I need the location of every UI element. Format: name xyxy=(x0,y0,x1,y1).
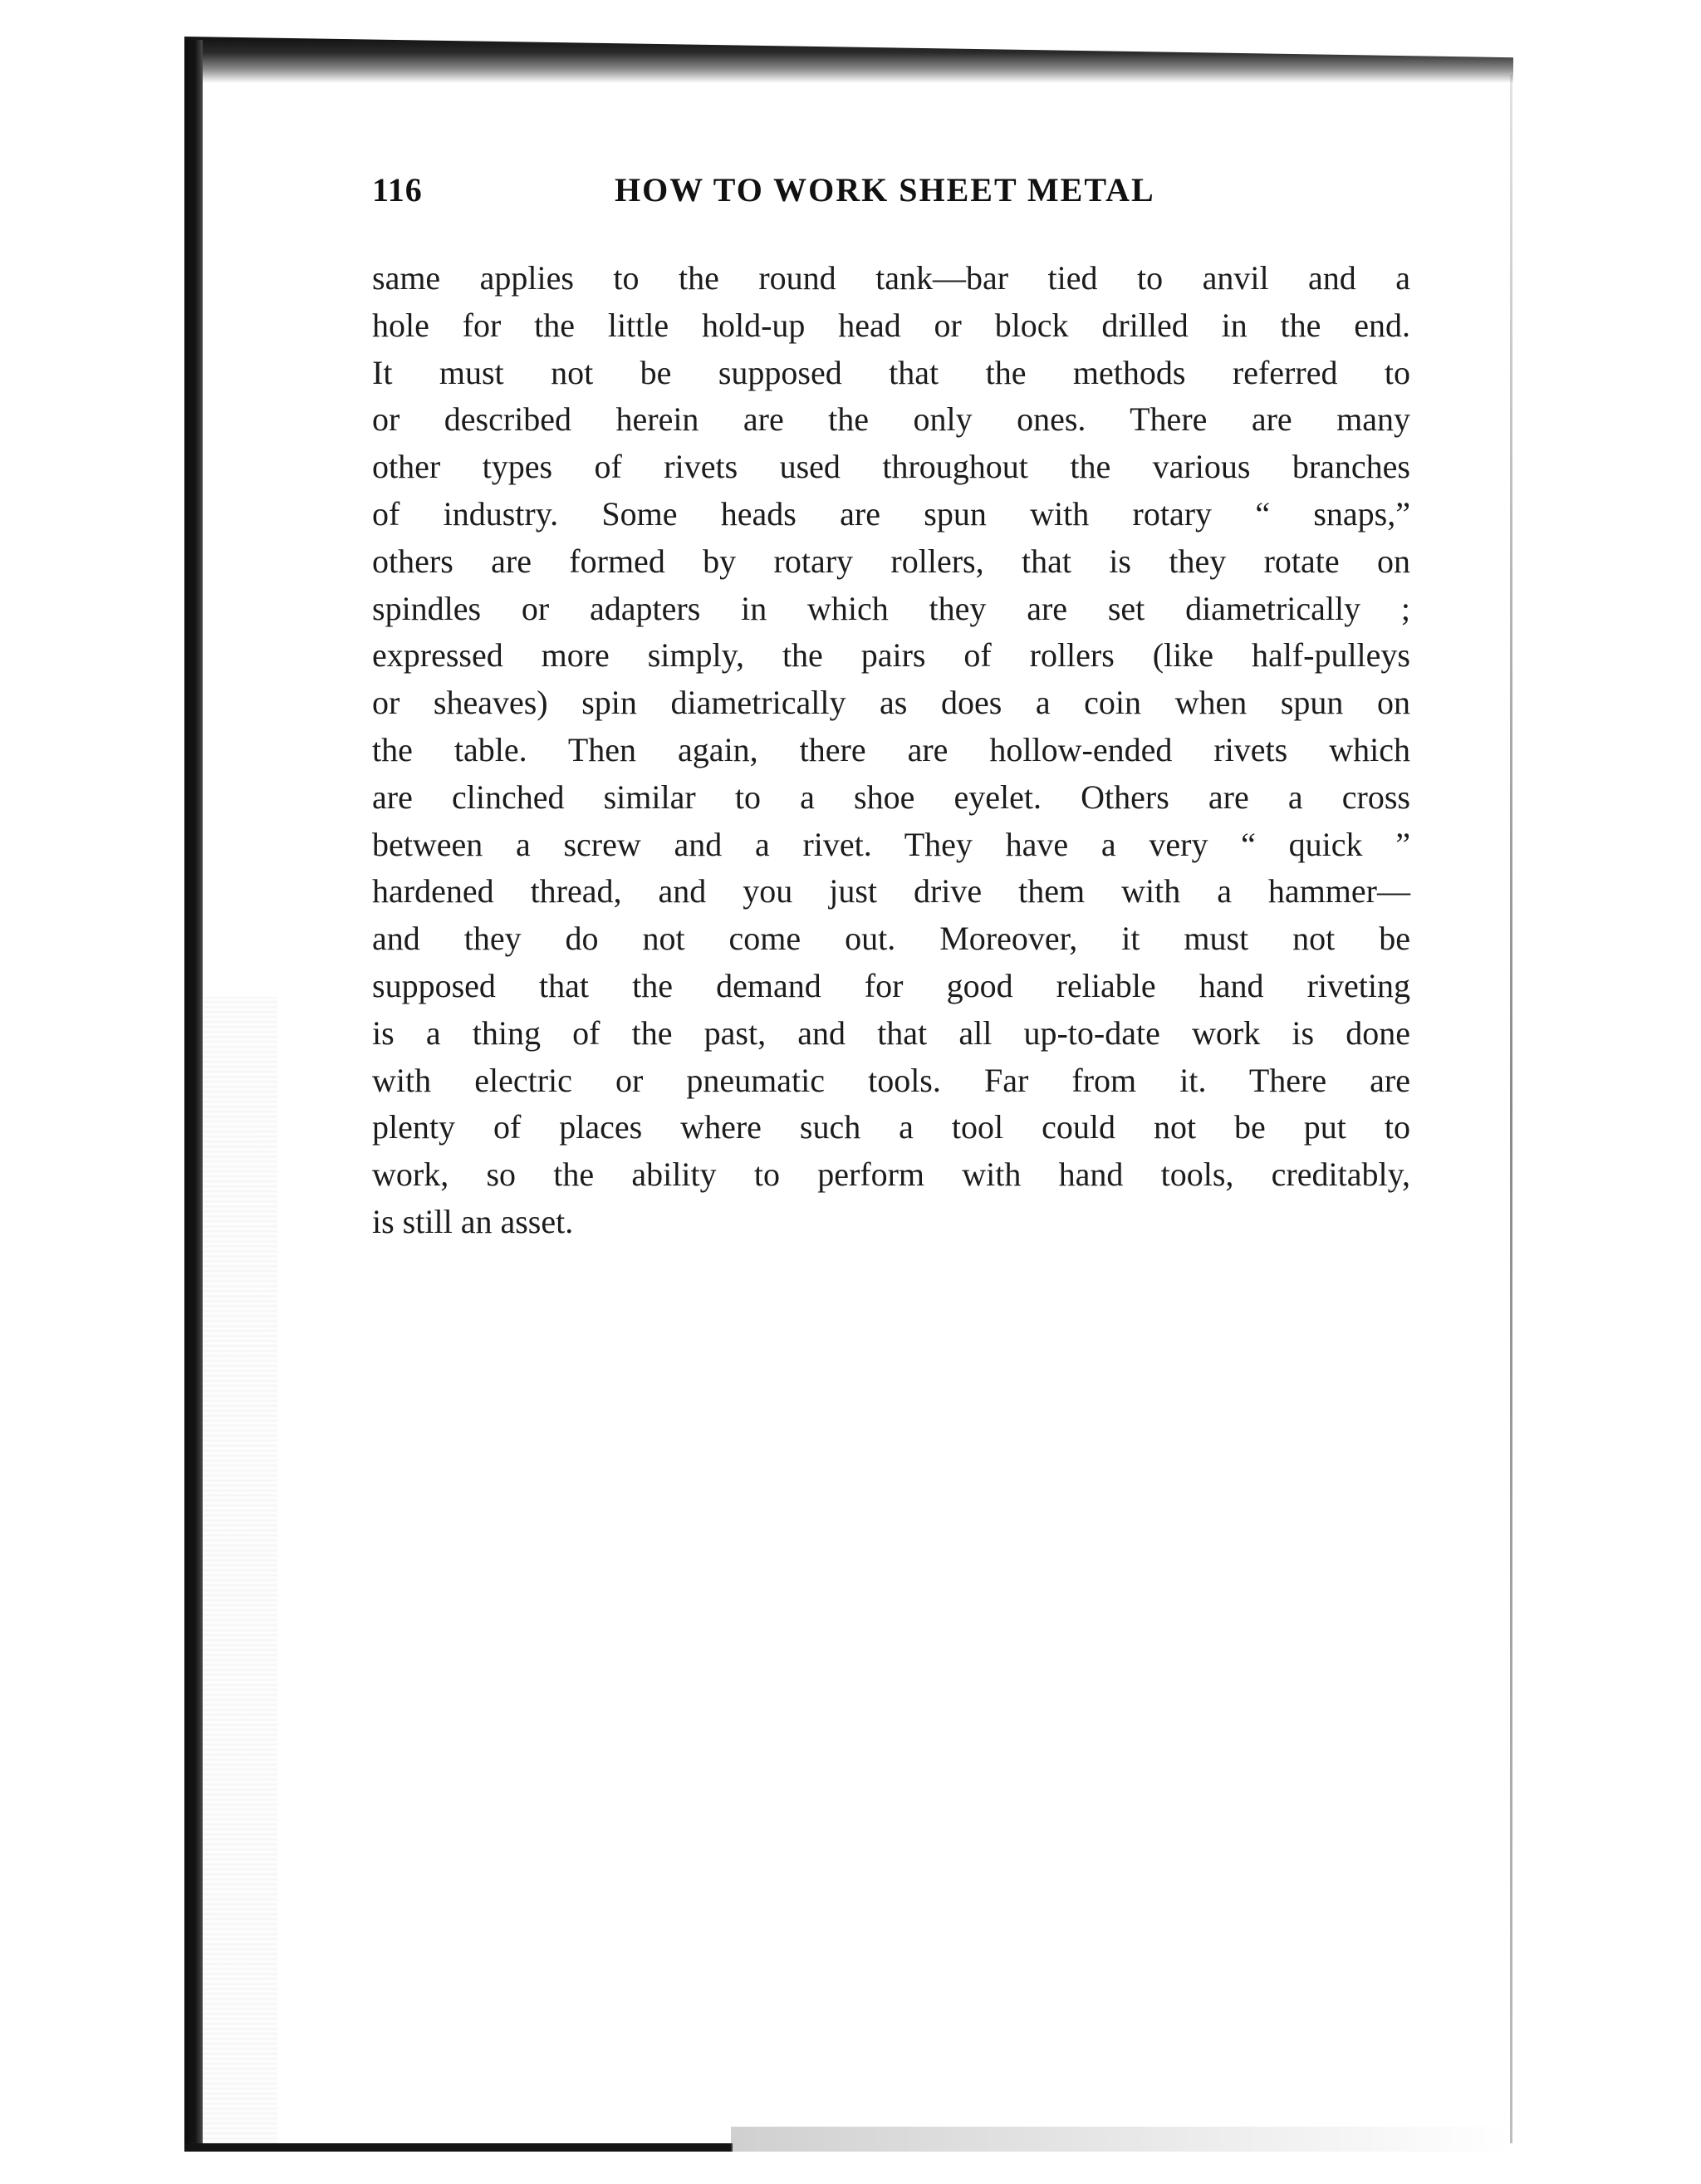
text-line: others are formed by rotary rollers, that is they rotate on xyxy=(372,542,1410,580)
text-line: of industry. Some heads are spun with rotary “ snaps,” xyxy=(372,494,1410,533)
text-line: is a thing of the past, and that all up-to-date work is done xyxy=(372,1013,1410,1052)
text-line: work, so the ability to perform with hand tools, creditably, xyxy=(372,1156,1410,1194)
text-line: with electric or pneumatic tools. Far from it. There are xyxy=(372,1061,1410,1099)
text-line: between a screw and a rivet. They have a very “ quick ” xyxy=(372,825,1410,863)
text-line: the table. Then again, there are hollow-ended rivets which xyxy=(372,730,1410,768)
text-line: supposed that the demand for good reliable hand riveting xyxy=(372,966,1410,1004)
scan-border-left xyxy=(184,40,203,2150)
scan-noise-bottom xyxy=(731,2127,1512,2152)
text-line: other types of rivets used throughout the various branches xyxy=(372,448,1410,486)
text-line: same applies to the round tank—bar tied to anvil and a xyxy=(372,259,1410,297)
running-title: HOW TO WORK SHEET METAL xyxy=(615,171,1155,209)
text-line: It must not be supposed that the methods referred to xyxy=(372,353,1410,391)
text-line: spindles or adapters in which they are set diametrically ; xyxy=(372,589,1410,627)
text-line: expressed more simply, the pairs of rollers (like half-pulleys xyxy=(372,636,1410,675)
page-number: 116 xyxy=(372,171,423,209)
scan-border-bottom xyxy=(184,2143,733,2152)
text-line: or described herein are the only ones. There are many xyxy=(372,400,1410,439)
scan-border-right xyxy=(1510,75,1512,2143)
text-line: hardened thread, and you just drive them with a hammer— xyxy=(372,872,1410,910)
text-line: and they do not come out. Moreover, it must not be xyxy=(372,920,1410,958)
body-text xyxy=(372,255,1410,1246)
text-line: hole for the little hold-up head or block drilled in the end. xyxy=(372,306,1410,344)
text-line: or sheaves) spin diametrically as does a coin when spun on xyxy=(372,684,1410,722)
scan-noise xyxy=(203,997,277,2143)
text-line: is still an asset. xyxy=(372,1202,574,1240)
scan-border-top xyxy=(184,37,1513,83)
running-head xyxy=(372,170,1410,220)
text-line: are clinched similar to a shoe eyelet. Others are a cross xyxy=(372,778,1410,816)
text-line: plenty of places where such a tool could not be put to xyxy=(372,1108,1410,1146)
book-page xyxy=(372,170,1410,1246)
